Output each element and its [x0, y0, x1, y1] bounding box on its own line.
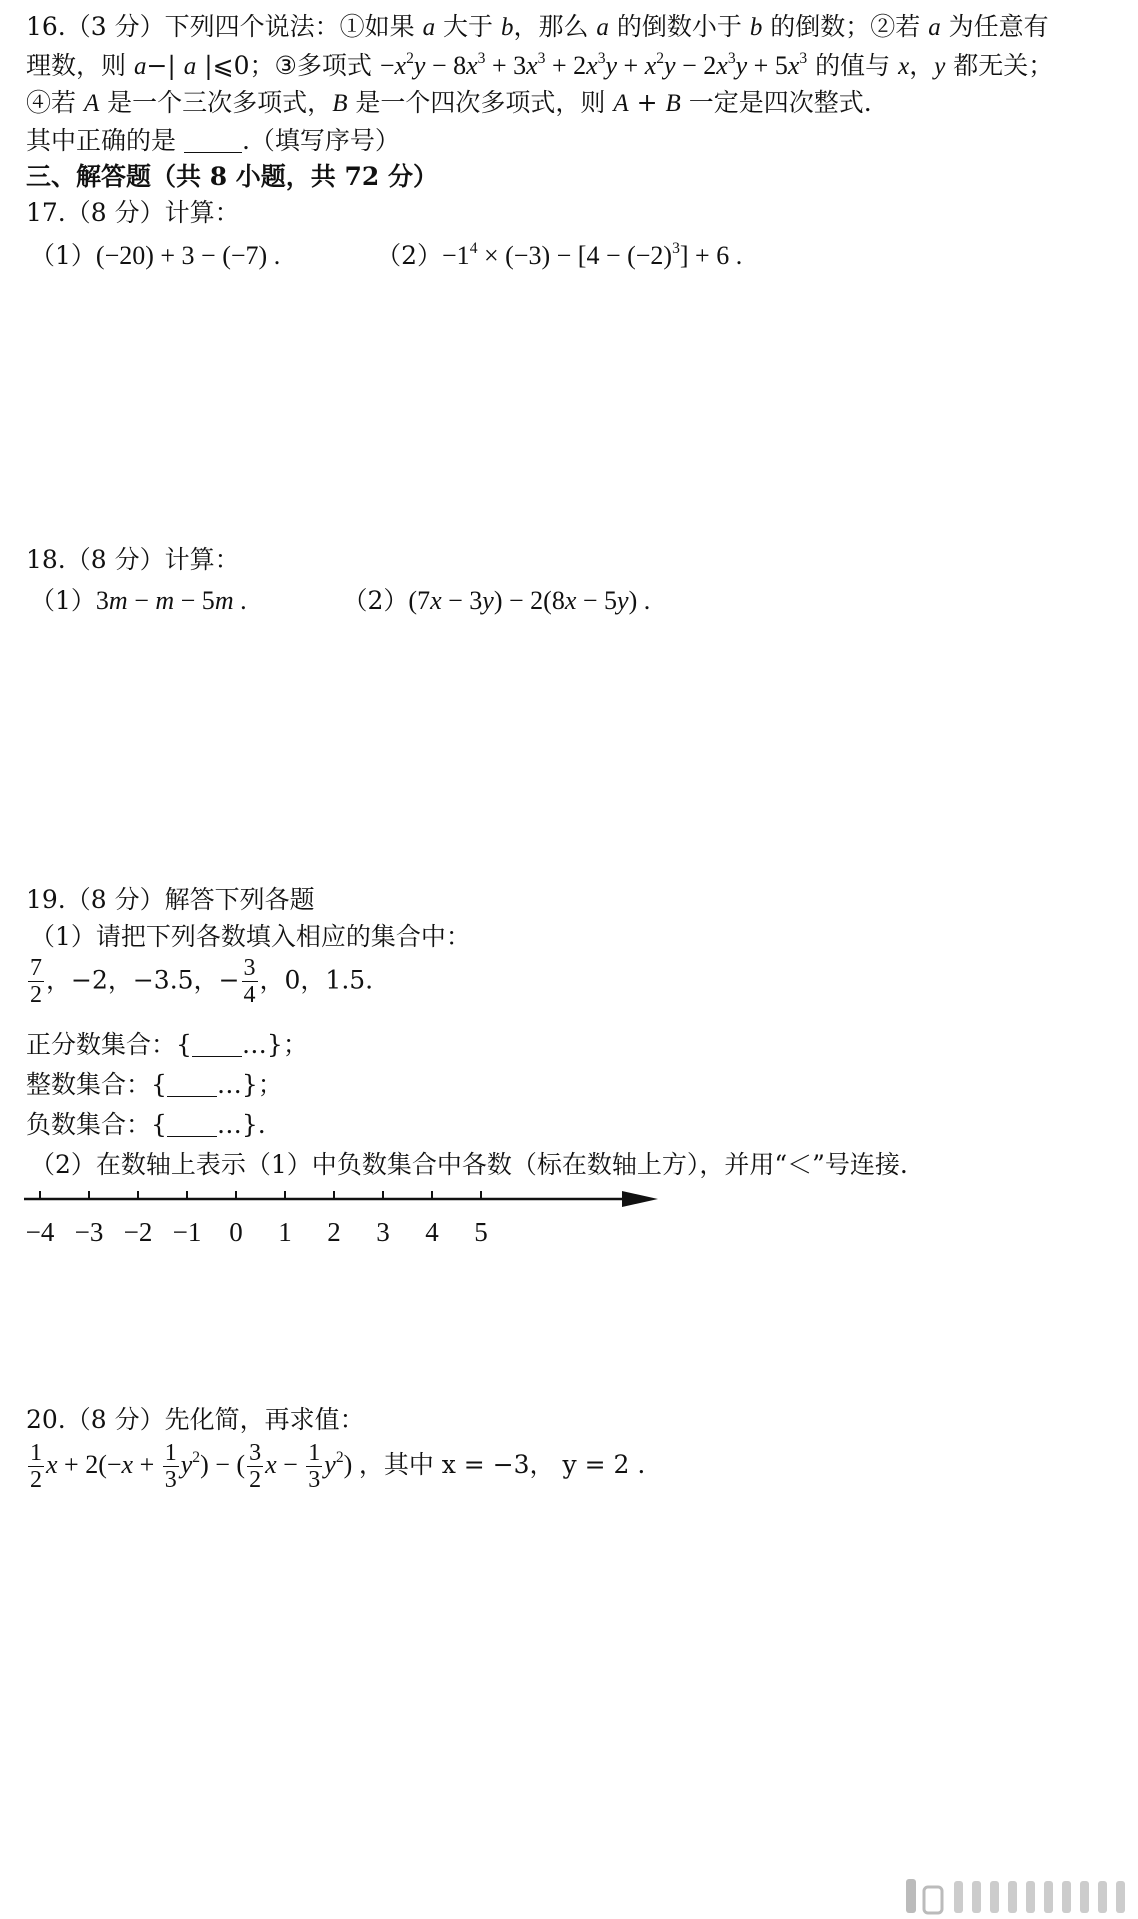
- set-integers: 整数集合：{ …}；: [26, 1070, 283, 1099]
- axis-tick-label: 0: [229, 1217, 243, 1247]
- q16-line-4: [26, 126, 400, 156]
- app-watermark-icon: [898, 1873, 1138, 1919]
- q20-condition: ，其中 x = −3， y = 2 .: [358, 1449, 646, 1479]
- axis-arrow: [622, 1191, 658, 1207]
- section-header: 三、解答题（共 8 小题，共 72 分）: [26, 162, 439, 191]
- axis-tick-label: −2: [123, 1217, 153, 1247]
- q19-numbers: [26, 955, 373, 1009]
- q19-p1: （1）请把下列各数填入相应的集合中：: [30, 922, 471, 951]
- q17-title: 17.（8 分）计算：: [26, 198, 240, 227]
- number-list-tail: ，0，1.5.: [259, 965, 374, 995]
- fraction-7-2: $\frac{7}{2}$: [30, 955, 42, 1009]
- axis-tick-label: 1: [278, 1217, 292, 1247]
- axis-tick-labels: [26, 1217, 488, 1247]
- axis-tick-label: 4: [425, 1217, 439, 1247]
- fraction-3-4: $\frac{3}{4}$: [243, 955, 256, 1009]
- q19-title: 19.（8 分）解答下列各题: [26, 885, 315, 914]
- q17-p2-label: （2）: [376, 241, 443, 270]
- q18-p2-expr: (7x − 3y) − 2(8x − 5y) .: [408, 586, 651, 615]
- set-negatives: 负数集合：{ …}.: [26, 1110, 266, 1139]
- q18-parts: [30, 585, 650, 616]
- neg-sign: −: [218, 965, 240, 995]
- q17-p1-expr: (−20) + 3 − (−7) .: [95, 241, 281, 270]
- q16-answer-suffix: .（填写序号）: [241, 126, 400, 155]
- q18-title: 18.（8 分）计算：: [26, 545, 240, 574]
- q17-p1-label: （1）: [30, 241, 96, 270]
- axis-tick-label: 2: [327, 1217, 341, 1247]
- axis-tick-label: 3: [376, 1217, 390, 1247]
- axis-tick-label: −4: [25, 1217, 55, 1247]
- set-positive-fractions: 正分数集合：{ …}；: [26, 1030, 308, 1059]
- axis-tick-label: −1: [172, 1217, 202, 1247]
- q17-parts: [30, 240, 742, 271]
- q16-line-3: ④若 A 是一个三次多项式，B 是一个四次多项式，则 A + B 一定是四次整式.: [26, 88, 872, 117]
- answer-blank: [184, 127, 242, 153]
- q19-p2: （2）在数轴上表示（1）中负数集合中各数（标在数轴上方），并用“＜”号连接.: [30, 1150, 908, 1179]
- q18-p1-label: （1）: [30, 586, 96, 615]
- q17-p2-expr: $-1^4 \times (-3) - [4 - (-2)^3] + 6$ .: [442, 240, 743, 270]
- q18-p2-label: （2）: [342, 586, 409, 615]
- q20-expression: $\frac{1}{2}$ x + 2(−x + $\frac{1}{3}$ $y^2$) − ( $\frac{3}{2}$ x − $\frac{1}{3}$ $y^2$) ，其中 x = −3， y = 2 .: [30, 1440, 646, 1494]
- number-line: [18, 1185, 658, 1265]
- q16-answer-prefix: 其中正确的是: [26, 126, 177, 155]
- q16-line-2: 理数，则 a−| a |⩽0；③多项式 $-x^2y - 8x^3 + 3x^3 + 2x^3y + x^2y - 2x^3y + 5x^3$ 的值与 x，y 都无关；: [26, 50, 1054, 80]
- q20-title: 20.（8 分）先化简，再求值：: [26, 1405, 365, 1434]
- q16-line-1: 16.（3 分）下列四个说法：①如果 a 大于 b，那么 a 的倒数小于 b 的倒数；②若 a 为任意有: [26, 12, 1049, 41]
- axis-tick-label: 5: [474, 1217, 488, 1247]
- q18-p1-expr: 3m − m − 5m .: [95, 586, 247, 615]
- number-list-mid: ，−2，−3.5，: [46, 965, 219, 995]
- axis-tick-label: −3: [74, 1217, 104, 1247]
